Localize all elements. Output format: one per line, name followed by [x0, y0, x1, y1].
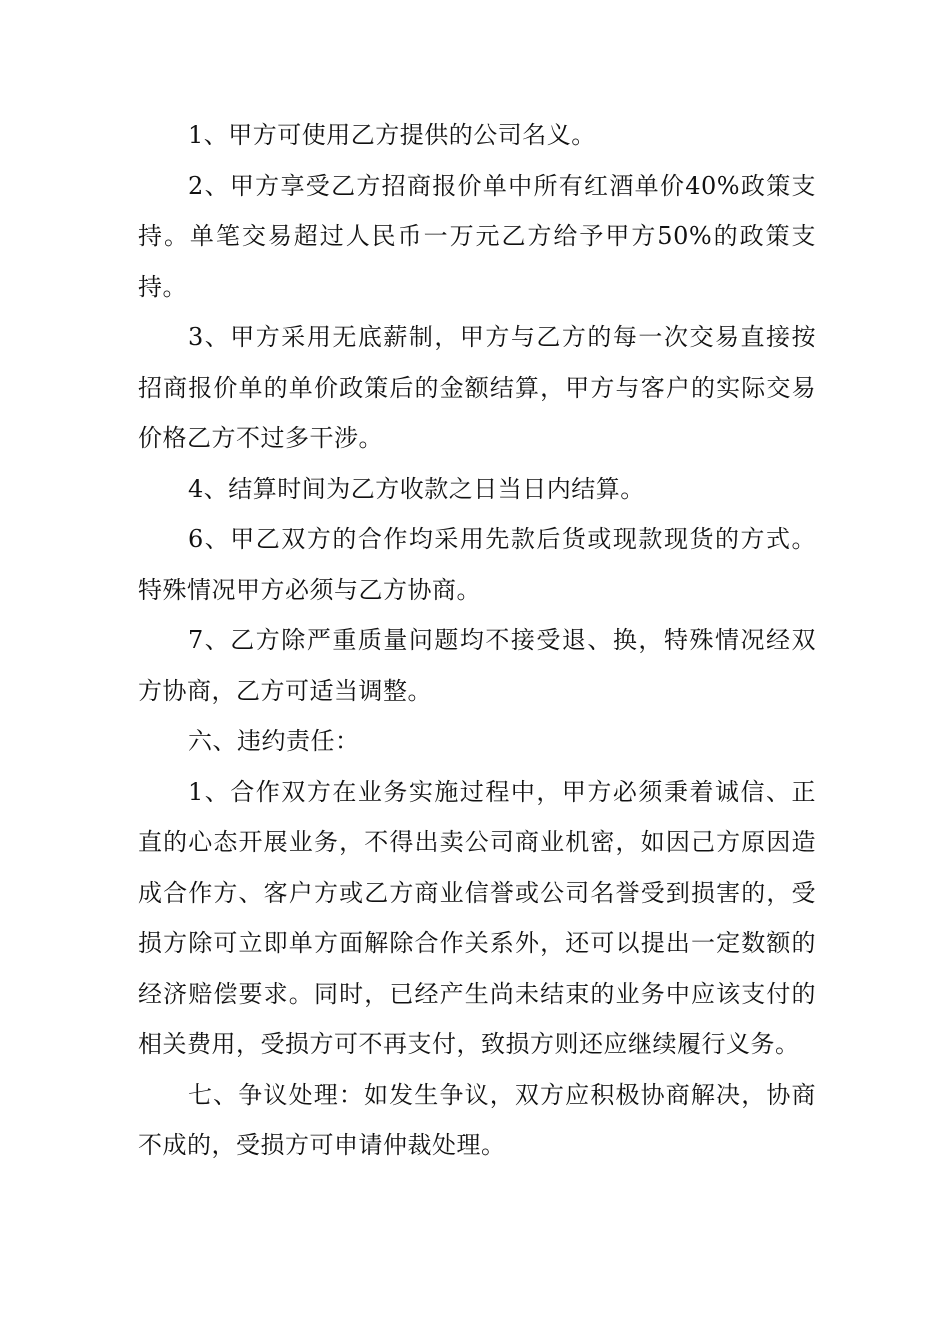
section-dispute-resolution: 七、争议处理：如发生争议，双方应积极协商解决，协商不成的，受损方可申请仲裁处理。 [138, 1080, 816, 1159]
section-heading-liability: 六、违约责任： [188, 727, 360, 755]
paragraph-liability-clause-1: 1、合作双方在业务实施过程中，甲方必须秉着诚信、正直的心态开展业务，不得出卖公司商业机密，如因己方原因造成合作方、客户方或乙方商业信誉或公司名誉受到损害的，受损方除可立即单方面解除合作关系外，还可以提出一定数额的经济赔偿要求。同时，已经产生尚未结束的业务中应该支付的相关费用，受损方可不再支付，致损方则还应继续履行义务。 [138, 777, 816, 1058]
paragraph-clause-7-returns: 7、乙方除严重质量问题均不接受退、换，特殊情况经双方协商，乙方可适当调整。 [138, 626, 816, 705]
paragraph-clause-1-company-name: 1、甲方可使用乙方提供的公司名义。 [188, 121, 596, 149]
paragraph-clause-2-policy-support: 2、甲方享受乙方招商报价单中所有红酒单价40%政策支持。单笔交易超过人民币一万元乙方给予甲方50%的政策支持。 [138, 171, 816, 301]
paragraph-clause-6-payment-method: 6、甲乙双方的合作均采用先款后货或现款现货的方式。特殊情况甲方必须与乙方协商。 [138, 525, 816, 604]
paragraph-clause-4-settlement-time: 4、结算时间为乙方收款之日当日内结算。 [188, 474, 645, 503]
paragraph-clause-3-no-base-salary: 3、甲方采用无底薪制，甲方与乙方的每一次交易直接按招商报价单的单价政策后的金额结算，甲方与客户的实际交易价格乙方不过多干涉。 [138, 323, 816, 452]
document-body [138, 110, 816, 1171]
